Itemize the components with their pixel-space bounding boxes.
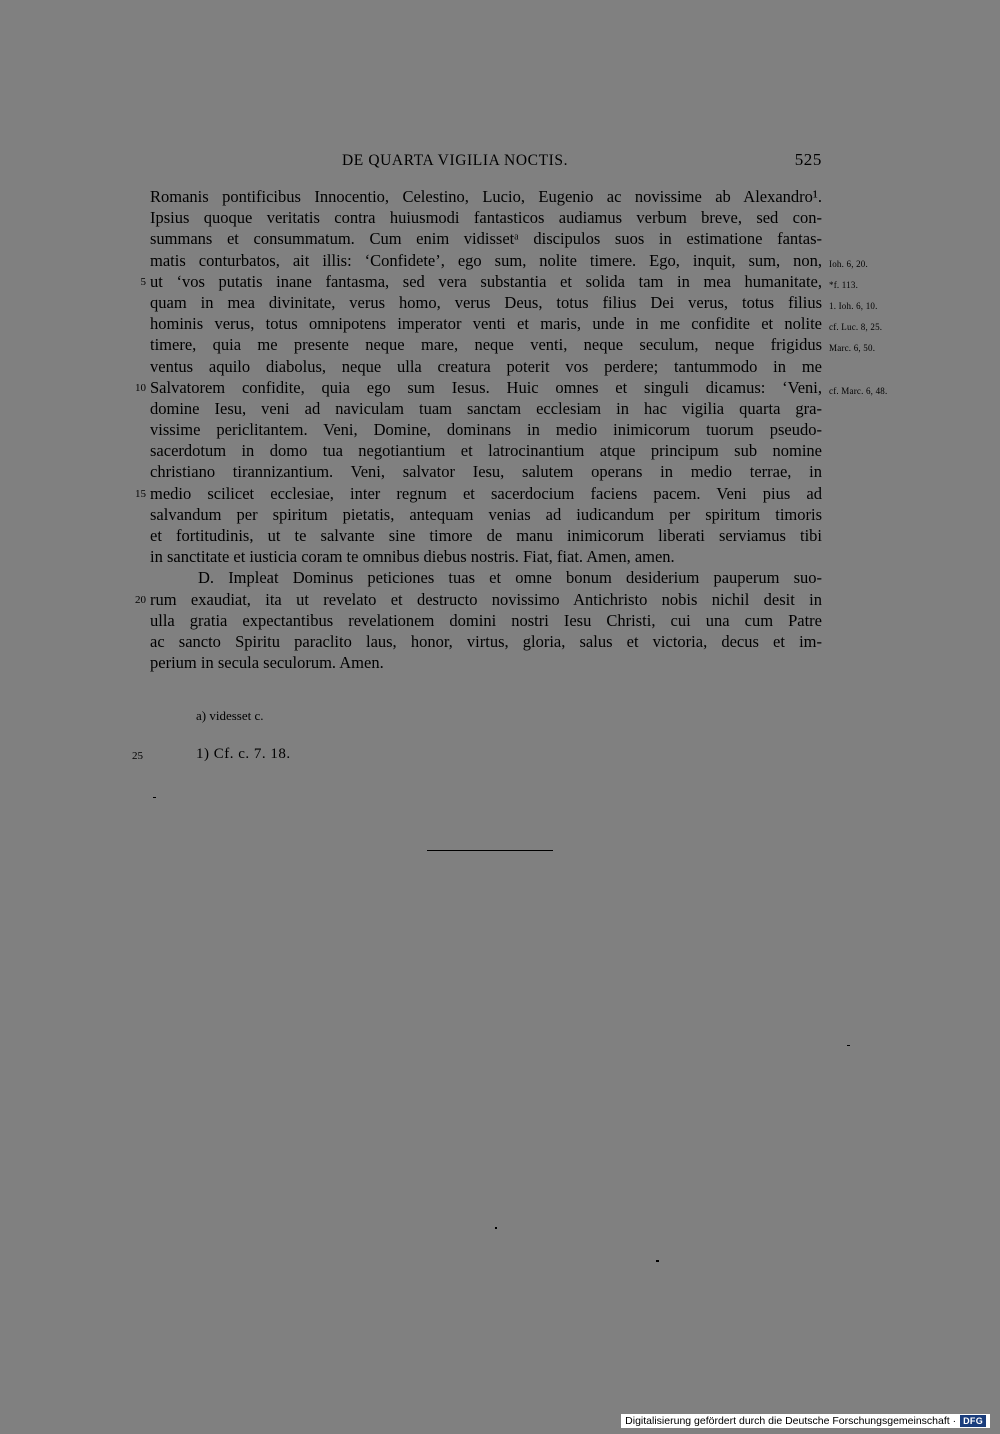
text-line: [150, 652, 822, 673]
line-text: et fortitudinis, ut te salvante sine timore de manu inimicorum liberati serviamus tibi: [150, 526, 822, 545]
line-text: quam in mea divinitate, verus homo, verus Deus, totus filius Dei verus, totus filius: [150, 292, 822, 312]
text-line: [150, 440, 822, 461]
running-head-title: DE QUARTA VIGILIA NOCTIS.: [342, 152, 569, 169]
text-line: [150, 419, 822, 440]
line-text: ventus aquilo diabolus, neque ulla creatura poterit vos perdere; tantummodo in me: [150, 356, 822, 376]
text-line: [135, 589, 822, 610]
line-text: D. Impleat Dominus peticiones tuas et omne bonum desiderium pauperum suo-: [198, 568, 822, 588]
line-text: summans et consummatum. Cum enim vidissetᵃ discipulos suos in estimatione fantas-: [150, 229, 822, 249]
horizontal-rule: [427, 850, 553, 851]
text-line: [150, 228, 822, 249]
footer-text: Digitalisierung gefördert durch die Deutsche Forschungsgemeinschaft ·: [625, 1415, 957, 1427]
line-text: Salvatorem confidite, quia ego sum Iesus. Huic omnes et singuli dicamus: ‘Veni,: [150, 377, 822, 397]
line-number: 20: [135, 593, 146, 606]
line-text: ulla gratia expectantibus revelationem domini nostri Iesu Christi, cui una cum Patre: [150, 610, 822, 630]
line-text: Ipsius quoque veritatis contra huiusmodi fantasticos audiamus verbum breve, sed con-: [150, 208, 822, 228]
marginal-reference: Marc. 6, 50.: [829, 343, 876, 354]
speck-mark: [153, 797, 156, 798]
line-text: medio scilicet ecclesiae, inter regnum et sacerdocium faciens pacem. Veni pius ad: [150, 483, 822, 503]
line-text: christiano tirannizantium. Veni, salvator Iesu, salutem operans in medio terrae, in: [150, 462, 822, 482]
text-line: [150, 610, 822, 631]
line-text: in sanctitate et iusticia coram te omnibus diebus nostris. Fiat, fiat. Amen, amen.: [150, 547, 675, 567]
line-text: timere, quia me presente neque mare, neque venti, neque seculum, neque frigidus: [150, 335, 822, 355]
line-text: ac sancto Spiritu paraclito laus, honor, virtus, gloria, salus et victoria, decus et im-: [150, 631, 822, 651]
line-text: perium in secula seculorum. Amen.: [150, 653, 384, 673]
text-line: [150, 313, 883, 334]
line-text: Romanis pontificibus Innocentio, Celestino, Lucio, Eugenio ac novissime ab Alexandro¹.: [150, 187, 822, 206]
text-line: [140, 271, 859, 292]
text-line: [150, 186, 822, 207]
speck-mark: [495, 1227, 497, 1229]
line-text: hominis verus, totus omnipotens imperator venti et maris, unde in me confidite et nolite: [150, 314, 822, 334]
line-number: 10: [135, 381, 146, 394]
line-number: 15: [135, 487, 146, 500]
line-text: vissime periclitantem. Veni, Domine, dominans in medio inimicorum tuorum pseudo-: [150, 420, 822, 440]
line-text: salvandum per spiritum pietatis, antequam venias ad iudicandum per spiritum timoris: [150, 504, 822, 524]
text-line: [135, 483, 822, 504]
speck-mark: [847, 1045, 850, 1046]
text-line: [150, 398, 822, 419]
text-line: [135, 377, 888, 398]
line-text: ut ‘vos putatis inane fantasma, sed vera substantia et solida tam in mea humanitate,: [150, 271, 822, 291]
text-line: [150, 525, 822, 546]
main-text: [135, 186, 888, 673]
text-line: [150, 292, 878, 313]
digitization-footer: [621, 1414, 990, 1428]
footnote-1: 1) Cf. c. 7. 18.: [196, 746, 291, 762]
marginal-reference: Ioh. 6, 20.: [829, 258, 868, 269]
text-line: [150, 356, 822, 377]
text-line: [150, 504, 822, 525]
text-line: [150, 250, 868, 271]
page-number: 525: [794, 150, 822, 169]
line-text: sacerdotum in domo tua negotiantium et latrocinantium atque principum sub nomine: [150, 441, 822, 461]
footnote-a: a) videsset c.: [196, 708, 264, 723]
marginal-reference: 1. Ioh. 6, 10.: [829, 300, 878, 311]
text-line: [150, 567, 822, 588]
text-line: [150, 207, 822, 228]
text-line: [150, 631, 822, 652]
text-line: [150, 334, 876, 355]
line-text: matis conturbatos, ait illis: ‘Confidete’, ego sum, nolite timere. Ego, inquit, sum, non,: [150, 250, 822, 270]
speck-mark: [656, 1260, 659, 1262]
text-line: [150, 546, 822, 567]
line-number: 5: [140, 275, 146, 288]
line-text: domine Iesu, veni ad naviculam tuam sanctam ecclesiam in hac vigilia quarta gra-: [150, 398, 822, 418]
marginal-reference: cf. Luc. 8, 25.: [829, 322, 883, 333]
dfg-logo-icon: DFG: [960, 1415, 986, 1427]
marginal-reference: cf. Marc. 6, 48.: [829, 385, 888, 396]
marginal-reference: *f. 113.: [829, 279, 859, 290]
line-text: rum exaudiat, ita ut revelato et destructo novissimo Antichristo nobis nichil desit in: [150, 589, 822, 609]
text-line: [150, 461, 822, 482]
footnote-line-number: 25: [132, 750, 143, 762]
